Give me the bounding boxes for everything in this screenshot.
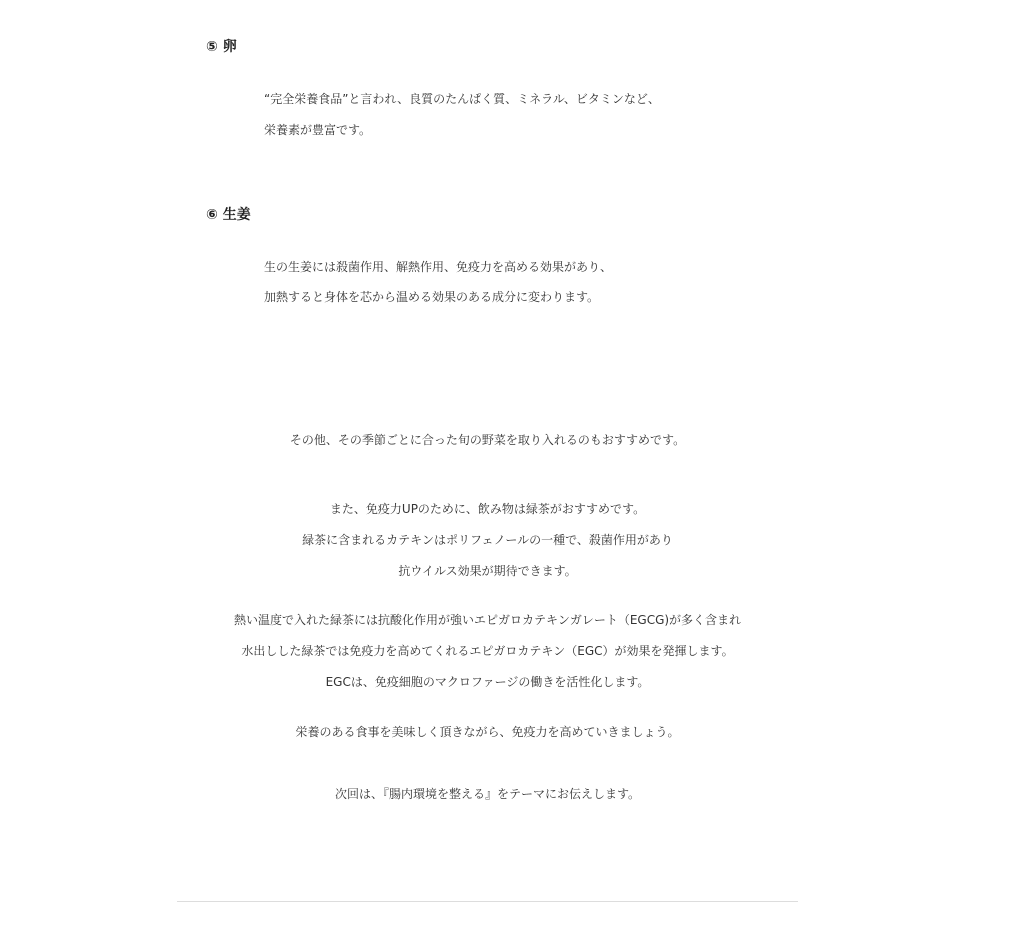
divider xyxy=(177,901,798,902)
closing-text: 栄養のある食事を美味しく頂きながら、免疫力を高めていきましょう。 xyxy=(295,725,680,739)
section-heading-egg: ⑤ 卵 xyxy=(206,39,237,55)
egc-text-line-1: 熱い温度で入れた緑茶には抗酸化作用が強いエピガロカテキンガレート（EGCG)が多く含まれ xyxy=(233,613,742,627)
green-tea-text-line-3: 抗ウイルス効果が期待できます。 xyxy=(398,564,577,578)
egg-text-line-1: “完全栄養食品”と言われ、良質のたんぱく質、ミネラル、ビタミンなど、 xyxy=(264,92,660,106)
seasonal-vegetables-text: その他、その季節ごとに合った旬の野菜を取り入れるのもおすすめです。 xyxy=(289,433,686,447)
section-heading-ginger: ⑥ 生姜 xyxy=(206,207,251,223)
green-tea-text-line-1: また、免疫力UPのために、飲み物は緑茶がおすすめです。 xyxy=(329,502,646,516)
egc-text-line-3: EGCは、免疫細胞のマクロファージの働きを活性化します。 xyxy=(325,675,650,689)
green-tea-text-line-2: 緑茶に含まれるカテキンはポリフェノールの一種で、殺菌作用があり xyxy=(302,533,673,547)
next-topic-text: 次回は、『腸内環境を整える』をテーマにお伝えします。 xyxy=(334,787,641,801)
ginger-text-line-2: 加熱すると身体を芯から温める効果のある成分に変わります。 xyxy=(264,290,600,304)
egc-text-line-2: 水出しした緑茶では免疫力を高めてくれるエピガロカテキン（EGC）が効果を発揮します。 xyxy=(241,644,734,658)
ginger-text-line-1: 生の生姜には殺菌作用、解熱作用、免疫力を高める効果があり、 xyxy=(264,260,613,274)
egg-text-line-2: 栄養素が豊富です。 xyxy=(264,123,372,137)
